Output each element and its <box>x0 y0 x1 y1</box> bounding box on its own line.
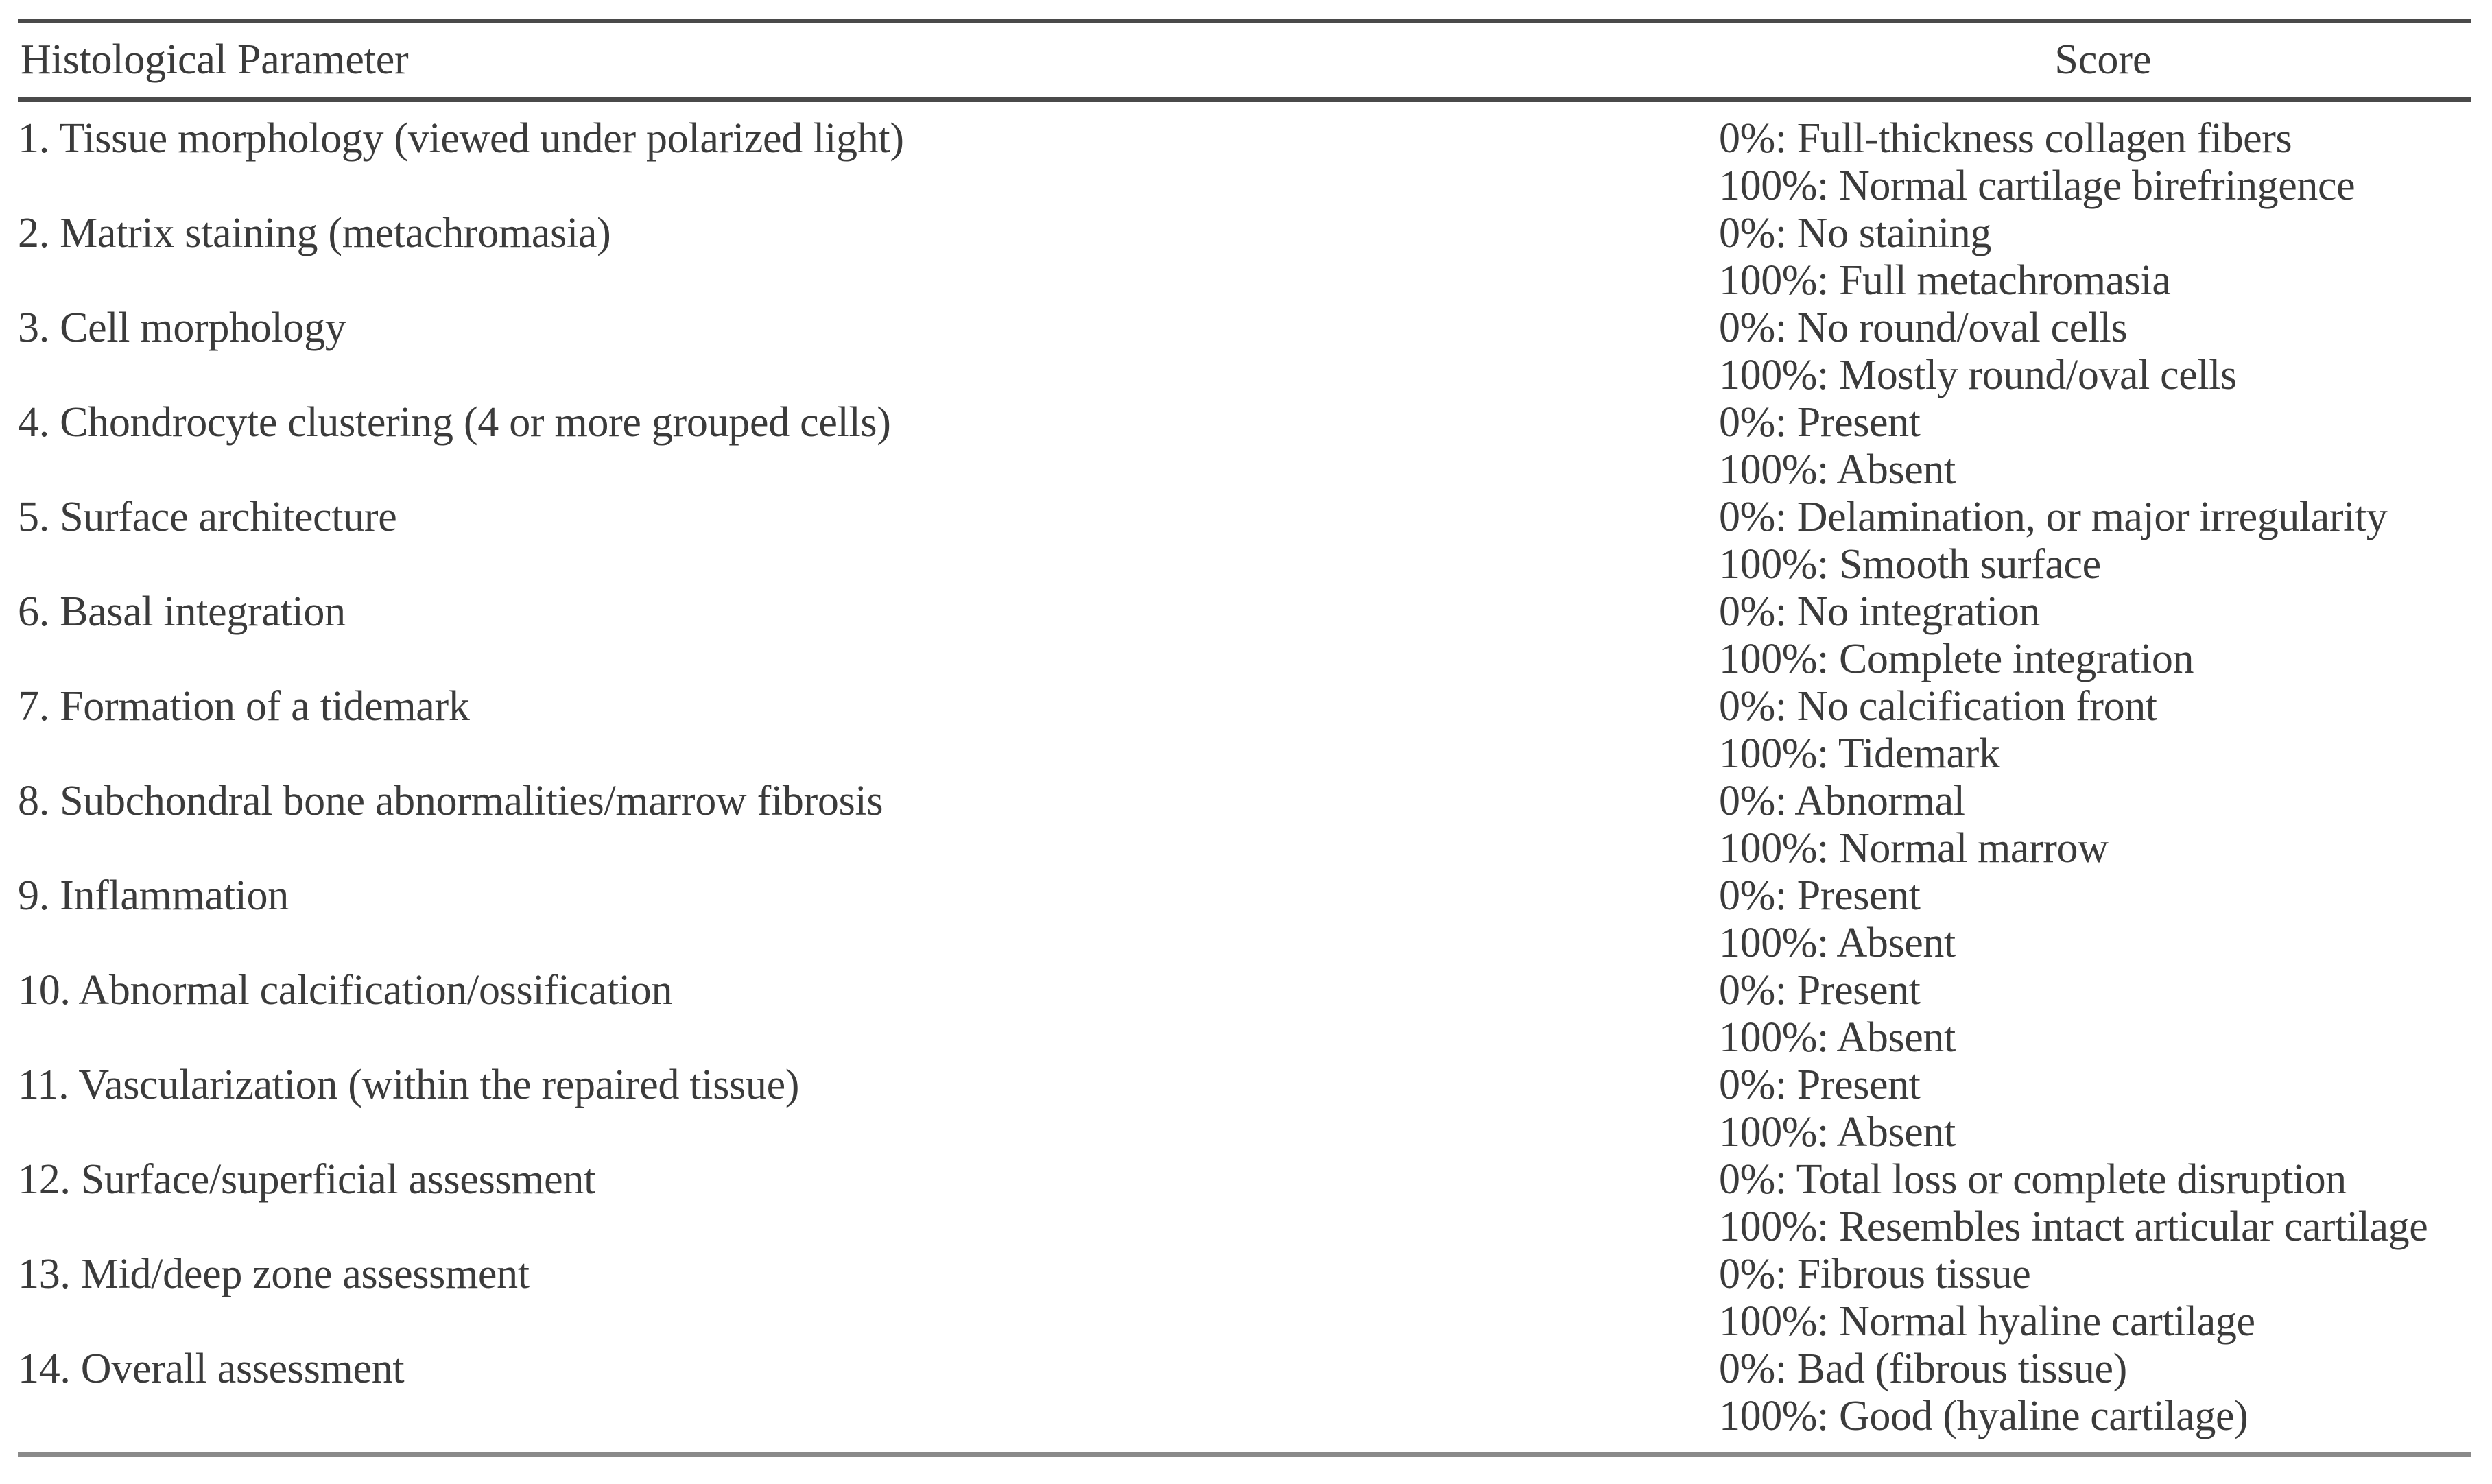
parameter-label: 12. Surface/superficial assessment <box>18 1156 596 1203</box>
score-low-value: 0%: Delamination, or major irregularity <box>1719 494 2388 540</box>
column-header-score: Score <box>2054 36 2152 83</box>
table-header-rule <box>18 97 2471 102</box>
score-high-value: 100%: Absent <box>1719 1014 1956 1061</box>
parameter-label: 7. Formation of a tidemark <box>18 683 470 730</box>
score-high-value: 100%: Mostly round/oval cells <box>1719 352 2237 398</box>
table-header-row <box>18 30 2471 96</box>
score-low-value: 0%: No round/oval cells <box>1719 304 2128 351</box>
score-high-value: 100%: Absent <box>1719 1109 1956 1156</box>
score-high-value: 100%: Absent <box>1719 920 1956 966</box>
score-low-value: 0%: Present <box>1719 399 1921 446</box>
score-low-value: 0%: No calcification front <box>1719 683 2157 730</box>
score-high-value: 100%: Smooth surface <box>1719 541 2101 588</box>
score-high-value: 100%: Absent <box>1719 446 1956 493</box>
score-high-value: 100%: Complete integration <box>1719 636 2194 682</box>
score-low-value: 0%: Present <box>1719 967 1921 1014</box>
parameter-label: 8. Subchondral bone abnormalities/marrow fibrosis <box>18 778 883 824</box>
table-row <box>18 114 1692 208</box>
parameter-label: 10. Abnormal calcification/ossification <box>18 967 673 1014</box>
table-row <box>18 398 1692 492</box>
table-row <box>18 682 1692 776</box>
parameter-column <box>18 114 1692 1439</box>
table-row <box>18 1344 1692 1439</box>
table-row <box>18 776 1692 871</box>
table-row <box>18 1060 1692 1155</box>
parameter-label: 1. Tissue morphology (viewed under polarized light) <box>18 115 904 162</box>
table-bottom-rule <box>18 1452 2471 1457</box>
table-row <box>18 1155 1692 1249</box>
table-row <box>18 871 1692 966</box>
score-low-value: 0%: Full-thickness collagen fibers <box>1719 115 2292 162</box>
table-row <box>18 1249 1692 1344</box>
parameter-label: 13. Mid/deep zone assessment <box>18 1251 530 1297</box>
score-low-value: 0%: Total loss or complete disruption <box>1719 1156 2347 1203</box>
table-row <box>18 208 1692 303</box>
score-column <box>1719 114 2492 1439</box>
parameter-label: 5. Surface architecture <box>18 494 397 540</box>
score-low-value: 0%: No staining <box>1719 210 1991 256</box>
score-high-value: 100%: Normal marrow <box>1719 825 2109 872</box>
parameter-label: 6. Basal integration <box>18 588 346 635</box>
table-row <box>18 492 1692 587</box>
score-high-value: 100%: Resembles intact articular cartilage <box>1719 1204 2428 1250</box>
table-row <box>18 587 1692 682</box>
score-low-value: 0%: No integration <box>1719 588 2041 635</box>
column-header-histological-parameter: Histological Parameter <box>21 36 409 83</box>
parameter-label: 11. Vascularization (within the repaired tissue) <box>18 1062 800 1108</box>
score-high-value: 100%: Full metachromasia <box>1719 257 2171 304</box>
table-row <box>18 966 1692 1060</box>
parameter-label: 14. Overall assessment <box>18 1345 405 1392</box>
score-high-value: 100%: Normal cartilage birefringence <box>1719 163 2355 209</box>
parameter-label: 9. Inflammation <box>18 872 289 919</box>
score-low-value: 0%: Bad (fibrous tissue) <box>1719 1345 2127 1392</box>
table-row <box>18 303 1692 398</box>
score-low-value: 0%: Present <box>1719 1062 1921 1108</box>
table-top-rule <box>18 19 2471 23</box>
score-low-value: 0%: Present <box>1719 872 1921 919</box>
parameter-label: 4. Chondrocyte clustering (4 or more grouped cells) <box>18 399 891 446</box>
score-low-value: 0%: Fibrous tissue <box>1719 1251 2031 1297</box>
score-high-value: 100%: Tidemark <box>1719 730 2000 777</box>
table-body <box>18 114 2471 1444</box>
parameter-label: 3. Cell morphology <box>18 304 346 351</box>
score-low-value: 0%: Abnormal <box>1719 778 1965 824</box>
parameter-label: 2. Matrix staining (metachromasia) <box>18 210 611 256</box>
score-high-value: 100%: Good (hyaline cartilage) <box>1719 1393 2248 1439</box>
score-high-value: 100%: Normal hyaline cartilage <box>1719 1298 2255 1345</box>
